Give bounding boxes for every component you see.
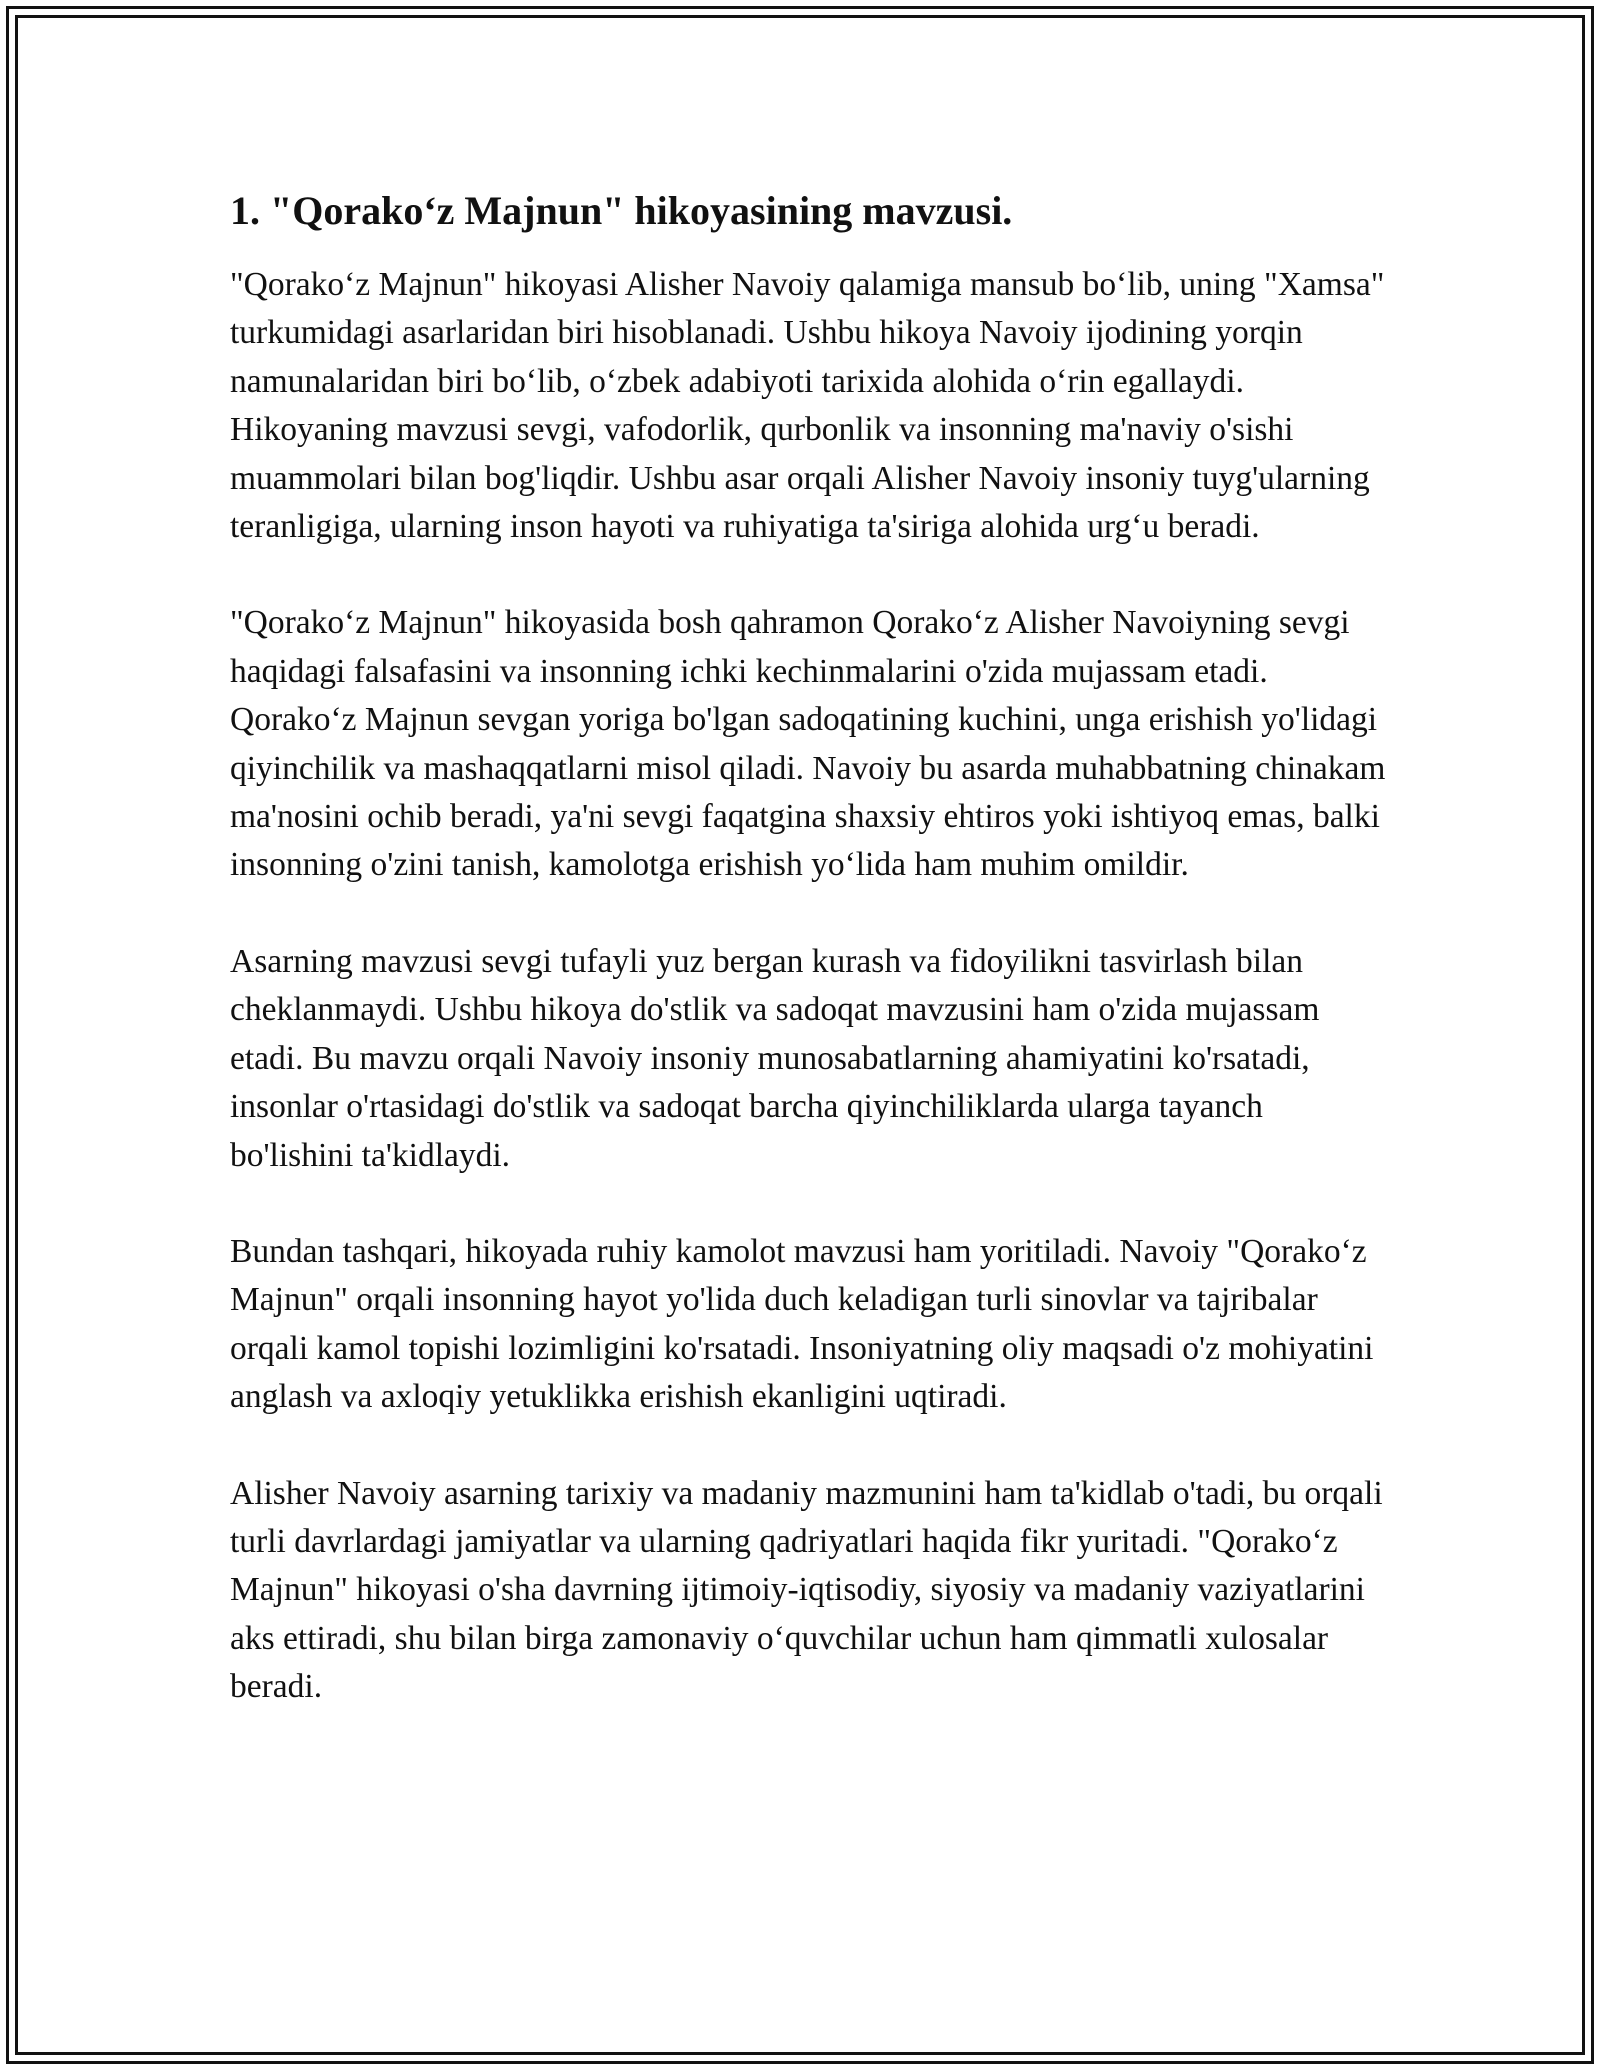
paragraph-4: Bundan tashqari, hikoyada ruhiy kamolot mavzusi ham yoritiladi. Navoiy "Qorako‘z Majnun" orqali insonning hayot yo'lida duch keladigan turli sinovlar va tajribalar orqali kamol topishi lozimligini ko'rsatadi. Insoniyatning oliy maqsadi o'z mohiyatini anglash va axloqiy yetuklikka erishish ekanligini uqtiradi. [230,1232,1374,1416]
paragraph-2: "Qorako‘z Majnun" hikoyasida bosh qahramon Qorako‘z Alisher Navoiyning sevgi haqidagi falsafasini va insonning ichki kechinmalarini o'zida mujassam etadi. Qorako‘z Majnun sevgan yoriga bo'lgan sadoqatining kuchini, unga erishish yo'lidagi qiyinchilik va mashaqqatlarni misol qiladi. Navoiy bu asarda muhabbatning chinakam ma'nosini ochib beradi, ya'ni sevgi faqatgina shaxsiy ehtiros yoki ishtiyoq emas, balki insonning o'zini tanish, kamolotga erishish yo‘lida ham muhim omildir. [230,604,1386,884]
paragraph-5: Alisher Navoiy asarning tarixiy va madaniy mazmunini ham ta'kidlab o'tadi, bu orqali turli davrlardagi jamiyatlar va ularning qadriyatlari haqida fikr yuritadi. "Qorako‘z Majnun" hikoyasi o'sha davrning ijtimoiy-iqtisodiy, siyosiy va madaniy vaziyatlarini aks ettiradi, shu bilan birga zamonaviy o‘quvchilar uchun ham qimmatli xulosalar beradi. [230,1474,1383,1706]
paragraph-1: "Qorako‘z Majnun" hikoyasi Alisher Navoiy qalamiga mansub bo‘lib, uning "Xamsa" turkumidagi asarlaridan biri hisoblanadi. Ushbu hikoya Navoiy ijodining yorqin namunalaridan biri bo‘lib, o‘zbek adabiyoti tarixida alohida o‘rin egallaydi. Hikoyaning mavzusi sevgi, vafodorlik, qurbonlik va insonning ma'naviy o'sishi muammolari bilan bog'liqdir. Ushbu asar orqali Alisher Navoiy insoniy tuyg'ularning teranligiga, ularning inson hayoti va ruhiyatiga ta'siriga alohida urg‘u beradi. [230,266,1385,546]
document-body [230,185,1390,1760]
paragraph-3: Asarning mavzusi sevgi tufayli yuz bergan kurash va fidoyilikni tasvirlash bilan cheklanmaydi. Ushbu hikoya do'stlik va sadoqat mavzusini ham o'zida mujassam etadi. Bu mavzu orqali Navoiy insoniy munosabatlarning ahamiyatini ko'rsatadi, insonlar o'rtasidagi do'stlik va sadoqat barcha qiyinchiliklarda ularga tayanch bo'lishini ta'kidlaydi. [230,942,1320,1174]
section-heading: 1. "Qorako‘z Majnun" hikoyasining mavzusi. [230,188,1013,233]
